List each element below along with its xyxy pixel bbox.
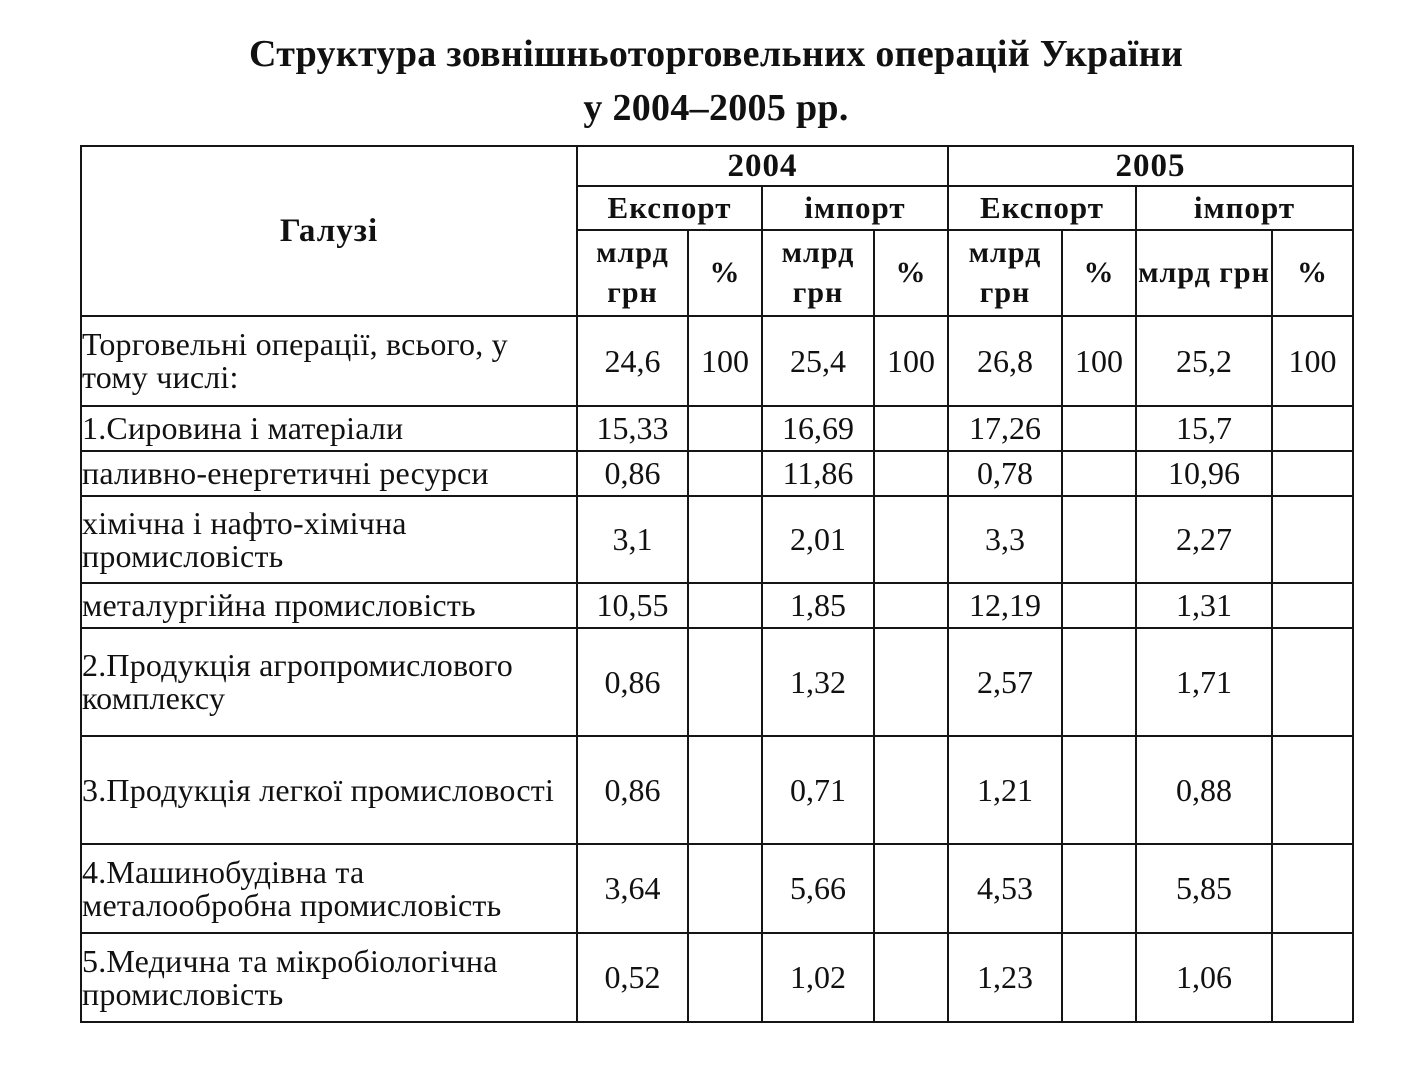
value-cell: 15,33 — [577, 406, 688, 451]
percent-cell — [1272, 406, 1353, 451]
row-label: 4.Машинобудівна та металообробна промисловість — [81, 844, 577, 933]
value-cell: 3,1 — [577, 496, 688, 583]
row-label: паливно-енергетичні ресурси — [81, 451, 577, 496]
percent-cell — [874, 583, 948, 628]
value-cell: 0,86 — [577, 736, 688, 844]
value-cell: 25,2 — [1136, 316, 1272, 406]
table-row — [81, 451, 1353, 496]
table-row — [81, 628, 1353, 736]
value-cell: 12,19 — [948, 583, 1062, 628]
percent-cell — [688, 736, 762, 844]
page-subtitle: у 2004–2005 рр. — [583, 87, 849, 129]
value-cell: 0,52 — [577, 933, 688, 1022]
trade-structure-table — [80, 145, 1354, 1023]
percent-cell — [1272, 736, 1353, 844]
value-cell: 2,01 — [762, 496, 874, 583]
value-cell: 1,31 — [1136, 583, 1272, 628]
percent-cell — [688, 451, 762, 496]
unit-header: млрд грн — [762, 230, 874, 316]
value-cell: 16,69 — [762, 406, 874, 451]
percent-cell — [874, 628, 948, 736]
value-cell: 4,53 — [948, 844, 1062, 933]
value-cell: 2,27 — [1136, 496, 1272, 583]
value-cell: 26,8 — [948, 316, 1062, 406]
percent-cell — [874, 736, 948, 844]
percent-cell — [1062, 496, 1136, 583]
value-cell: 24,6 — [577, 316, 688, 406]
value-cell: 2,57 — [948, 628, 1062, 736]
unit-header: млрд грн — [577, 230, 688, 316]
percent-cell — [874, 496, 948, 583]
percent-header: % — [688, 230, 762, 316]
percent-cell — [874, 451, 948, 496]
percent-cell — [688, 406, 762, 451]
percent-cell — [1062, 451, 1136, 496]
value-cell: 1,71 — [1136, 628, 1272, 736]
page-title: Структура зовнішньоторговельних операцій України — [248, 33, 1184, 75]
value-cell: 3,64 — [577, 844, 688, 933]
value-cell: 5,66 — [762, 844, 874, 933]
export-header-2004: Експорт — [577, 186, 762, 230]
percent-cell: 100 — [1062, 316, 1136, 406]
value-cell: 5,85 — [1136, 844, 1272, 933]
percent-cell — [688, 844, 762, 933]
percent-cell — [874, 933, 948, 1022]
percent-cell — [1062, 844, 1136, 933]
percent-cell — [688, 933, 762, 1022]
value-cell: 0,88 — [1136, 736, 1272, 844]
percent-cell — [688, 496, 762, 583]
table-row — [81, 583, 1353, 628]
percent-cell — [874, 406, 948, 451]
value-cell: 11,86 — [762, 451, 874, 496]
percent-cell — [874, 844, 948, 933]
percent-cell — [1272, 844, 1353, 933]
row-label: хімічна і нафто-хімічна промисловість — [81, 496, 577, 583]
value-cell: 10,55 — [577, 583, 688, 628]
percent-cell — [1062, 406, 1136, 451]
value-cell: 1,23 — [948, 933, 1062, 1022]
percent-cell — [1272, 496, 1353, 583]
table-row — [81, 736, 1353, 844]
row-label: 5.Медична та мікробіологічна промисловість — [81, 933, 577, 1022]
table-row — [81, 316, 1353, 406]
value-cell: 0,71 — [762, 736, 874, 844]
import-header-2004: імпорт — [762, 186, 948, 230]
year-header-2005: 2005 — [948, 146, 1353, 186]
export-header-2005: Експорт — [948, 186, 1136, 230]
row-label: 2.Продукція агропромислового комплексу — [81, 628, 577, 736]
value-cell: 1,32 — [762, 628, 874, 736]
percent-cell — [1062, 736, 1136, 844]
value-cell: 17,26 — [948, 406, 1062, 451]
unit-header: млрд грн — [1136, 230, 1272, 316]
percent-header: % — [874, 230, 948, 316]
percent-cell — [1272, 628, 1353, 736]
table-row — [81, 933, 1353, 1022]
import-header-2005: імпорт — [1136, 186, 1353, 230]
value-cell: 1,21 — [948, 736, 1062, 844]
value-cell: 1,02 — [762, 933, 874, 1022]
row-label: 1.Сировина і матеріали — [81, 406, 577, 451]
value-cell: 0,86 — [577, 628, 688, 736]
percent-cell — [688, 628, 762, 736]
table-row — [81, 406, 1353, 451]
percent-cell: 100 — [1272, 316, 1353, 406]
percent-cell: 100 — [688, 316, 762, 406]
table-row — [81, 844, 1353, 933]
value-cell: 15,7 — [1136, 406, 1272, 451]
percent-cell — [688, 583, 762, 628]
percent-cell — [1272, 583, 1353, 628]
value-cell: 1,85 — [762, 583, 874, 628]
unit-header: млрд грн — [948, 230, 1062, 316]
percent-cell — [1062, 628, 1136, 736]
percent-cell — [1062, 933, 1136, 1022]
row-label: 3.Продукція легкої промисловості — [81, 736, 577, 844]
sector-header: Галузі — [81, 146, 577, 316]
value-cell: 25,4 — [762, 316, 874, 406]
percent-cell — [1272, 451, 1353, 496]
value-cell: 10,96 — [1136, 451, 1272, 496]
percent-header: % — [1062, 230, 1136, 316]
percent-cell: 100 — [874, 316, 948, 406]
percent-cell — [1272, 933, 1353, 1022]
row-label: Торговельні операції, всього, у тому числі: — [81, 316, 577, 406]
value-cell: 0,86 — [577, 451, 688, 496]
value-cell: 3,3 — [948, 496, 1062, 583]
value-cell: 1,06 — [1136, 933, 1272, 1022]
percent-header: % — [1272, 230, 1353, 316]
percent-cell — [1062, 583, 1136, 628]
row-label: металургійна промисловість — [81, 583, 577, 628]
value-cell: 0,78 — [948, 451, 1062, 496]
year-header-2004: 2004 — [577, 146, 948, 186]
table-row — [81, 496, 1353, 583]
